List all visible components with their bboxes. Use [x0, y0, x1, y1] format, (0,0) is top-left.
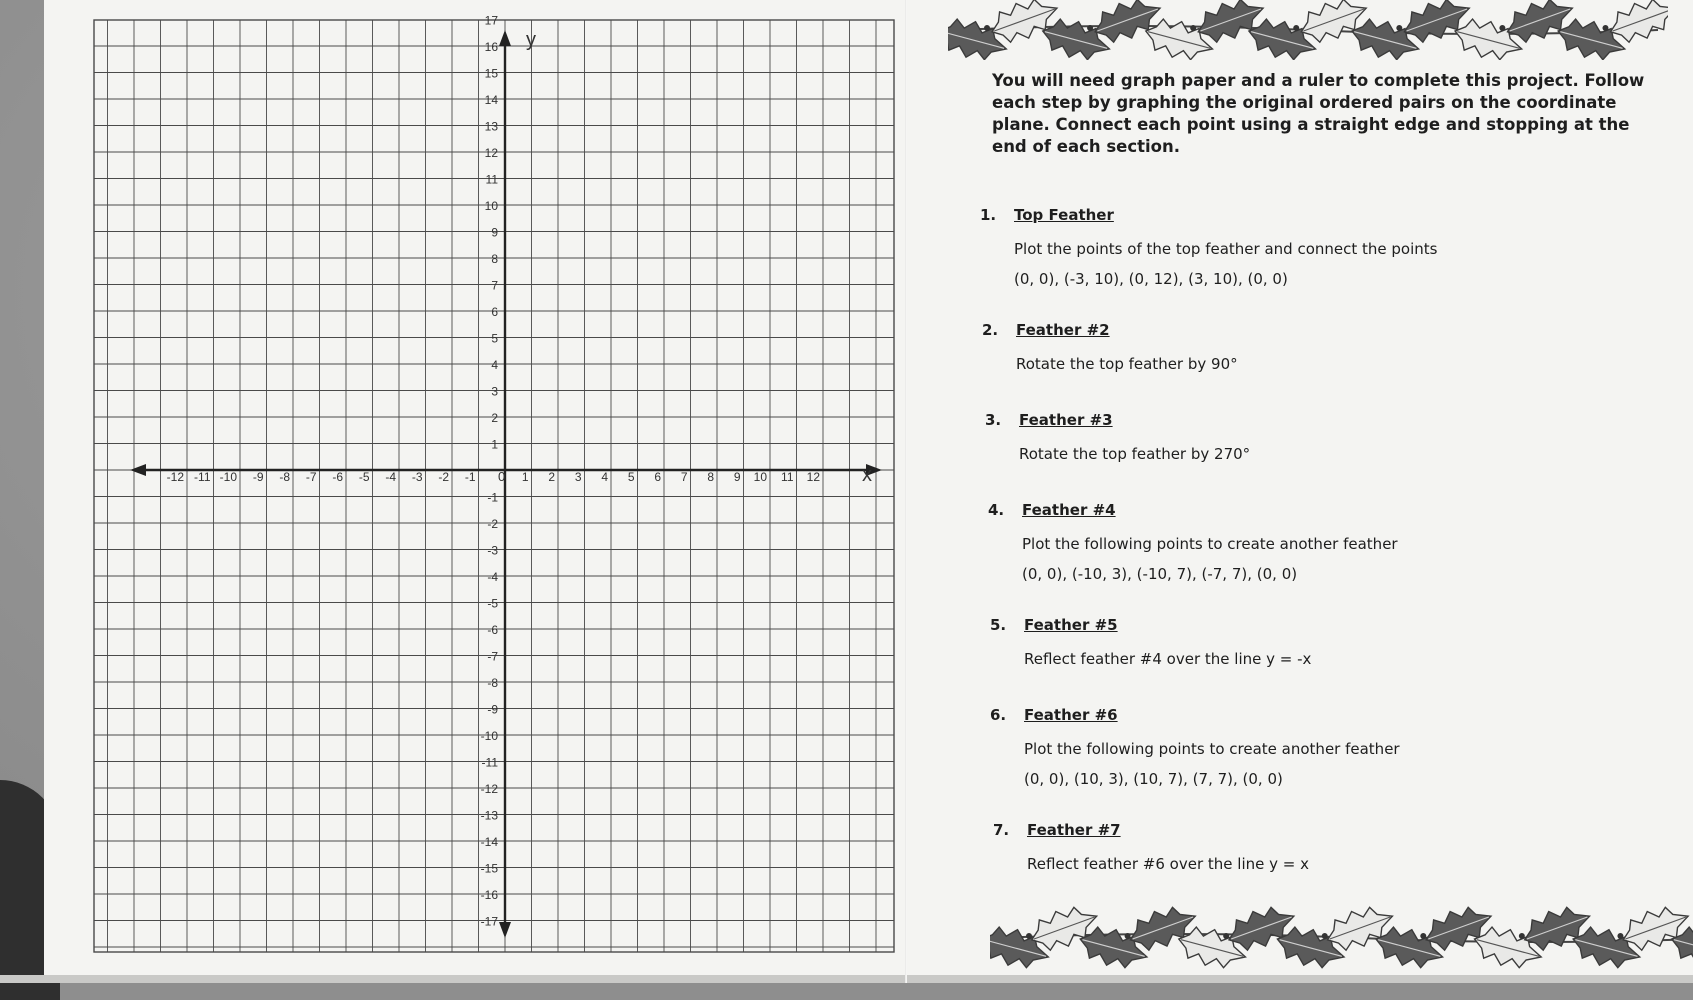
y-tick-label: 1: [491, 437, 498, 452]
step-heading: [988, 501, 1660, 525]
x-tick-label: 9: [733, 470, 741, 484]
y-tick-label: -3: [487, 543, 498, 558]
x-tick-label: -9: [252, 470, 264, 484]
step-heading: [990, 616, 1660, 640]
y-axis-bottom-arrow-icon: [499, 922, 511, 938]
x-tick-label: 10: [753, 470, 767, 484]
step-number: 1.: [980, 206, 997, 224]
x-axis-left-arrow-icon: [130, 464, 146, 476]
y-tick-label: -4: [487, 570, 498, 584]
axes: [130, 30, 882, 938]
step-number: 4.: [988, 501, 1005, 519]
step-title: Feather #7: [1027, 821, 1121, 839]
step-instruction: Rotate the top feather by 270°: [1019, 445, 1251, 463]
step-title: Feather #4: [1022, 501, 1116, 519]
x-tick-label: -2: [438, 470, 449, 484]
x-tick-label: -8: [279, 470, 290, 484]
y-tick-label: -14: [480, 835, 498, 849]
y-tick-label: 13: [484, 119, 498, 134]
step-title: Feather #2: [1016, 321, 1110, 339]
step-title: Feather #6: [1024, 706, 1118, 724]
y-tick-label: 7: [491, 278, 498, 293]
step-coordinates: (0, 0), (-3, 10), (0, 12), (3, 10), (0, 0): [1014, 270, 1288, 288]
y-axis-top-arrow-icon: [499, 30, 511, 46]
step-number: 6.: [990, 706, 1007, 724]
x-tick-label: 8: [707, 470, 714, 484]
step-heading: [982, 321, 1660, 345]
y-tick-label: -11: [481, 755, 498, 770]
step-title: Top Feather: [1014, 206, 1114, 224]
step-instruction: Plot the following points to create another feather: [1024, 740, 1400, 758]
step-item: [990, 706, 1660, 821]
x-tick-label: -1: [464, 470, 476, 484]
x-tick-label: -7: [305, 470, 317, 484]
step-coordinates: (0, 0), (-10, 3), (-10, 7), (-7, 7), (0, 0): [1022, 565, 1298, 583]
step-title: Feather #5: [1024, 616, 1118, 634]
step-instruction: Reflect feather #6 over the line y = x: [1027, 855, 1309, 873]
step-number: 2.: [982, 321, 999, 339]
step-item: [980, 206, 1660, 321]
intro-text: You will need graph paper and a ruler to complete this project. Follow each step by graphing the original ordered pairs on the coordinate plane. Connect each point using a straight edge and stopping at the end of each section.: [992, 71, 1645, 156]
y-tick-label: 10: [484, 199, 498, 213]
y-tick-label: 5: [491, 331, 498, 346]
x-tick-label: -4: [385, 470, 396, 484]
y-tick-label: -12: [480, 782, 498, 796]
y-tick-label: 4: [491, 358, 498, 372]
step-instruction: Plot the points of the top feather and connect the points: [1014, 240, 1438, 258]
x-tick-label: -10: [219, 470, 237, 484]
y-tick-label: 12: [484, 146, 498, 160]
y-tick-label: 6: [491, 305, 498, 319]
x-tick-label: -11: [194, 470, 211, 484]
step-heading: [980, 206, 1660, 230]
step-instruction: Reflect feather #4 over the line y = -x: [1024, 650, 1312, 668]
step-item: [993, 821, 1660, 891]
y-tick-label: 15: [484, 66, 498, 81]
x-tick-label: 2: [548, 470, 555, 484]
y-tick-label: -5: [487, 596, 498, 611]
y-tick-label: -10: [480, 729, 498, 743]
step-instruction: Plot the following points to create another feather: [1022, 535, 1398, 553]
y-tick-label: 8: [491, 252, 498, 266]
steps-list: [980, 206, 1660, 891]
y-axis-label: y: [526, 29, 536, 51]
step-number: 5.: [990, 616, 1007, 634]
y-tick-label: -16: [480, 888, 498, 902]
step-number: 3.: [985, 411, 1002, 429]
step-instruction: Rotate the top feather by 90°: [1016, 355, 1238, 373]
x-tick-labels: [167, 470, 821, 484]
step-item: [990, 616, 1660, 706]
x-tick-label: 4: [601, 470, 608, 484]
y-tick-label: 2: [491, 411, 498, 425]
x-tick-label: -12: [166, 470, 184, 484]
step-heading: [993, 821, 1660, 845]
y-tick-label: -8: [487, 676, 498, 690]
x-tick-label: 6: [654, 470, 661, 484]
x-tick-label: 11: [781, 470, 794, 484]
step-heading: [985, 411, 1660, 435]
x-tick-label: 5: [627, 470, 635, 484]
x-tick-label: 12: [806, 470, 820, 484]
x-tick-label: -3: [411, 470, 423, 484]
y-tick-label: -17: [480, 914, 498, 929]
y-tick-label: -1: [487, 490, 498, 505]
y-tick-label: 17: [484, 13, 498, 28]
y-tick-label: 11: [485, 172, 498, 187]
y-tick-label: -2: [487, 517, 498, 531]
holly-border-bottom-icon: [990, 903, 1693, 973]
y-tick-label: -15: [480, 861, 498, 876]
holly-border-top-icon: [948, 0, 1668, 60]
x-tick-label: -6: [332, 470, 343, 484]
step-item: [988, 501, 1660, 616]
step-title: Feather #3: [1019, 411, 1113, 429]
y-tick-label: -13: [480, 808, 498, 823]
step-item: [985, 411, 1660, 501]
x-tick-label: 1: [521, 470, 529, 484]
y-tick-label: 14: [484, 93, 498, 107]
origin-label: 0: [498, 469, 506, 484]
y-tick-label: -9: [487, 702, 498, 717]
y-tick-label: -7: [487, 649, 498, 664]
y-tick-label: 3: [491, 384, 498, 399]
step-number: 7.: [993, 821, 1010, 839]
x-tick-label: 3: [574, 470, 582, 484]
x-tick-label: -5: [358, 470, 370, 484]
step-coordinates: (0, 0), (10, 3), (10, 7), (7, 7), (0, 0): [1024, 770, 1283, 788]
instructions-panel: [980, 70, 1660, 891]
x-axis-label: x: [862, 464, 872, 486]
step-item: [982, 321, 1660, 411]
x-tick-label: 7: [680, 470, 688, 484]
y-tick-label: -6: [487, 623, 498, 637]
y-tick-label: 9: [491, 225, 498, 240]
step-heading: [990, 706, 1660, 730]
y-tick-label: 16: [484, 40, 498, 54]
